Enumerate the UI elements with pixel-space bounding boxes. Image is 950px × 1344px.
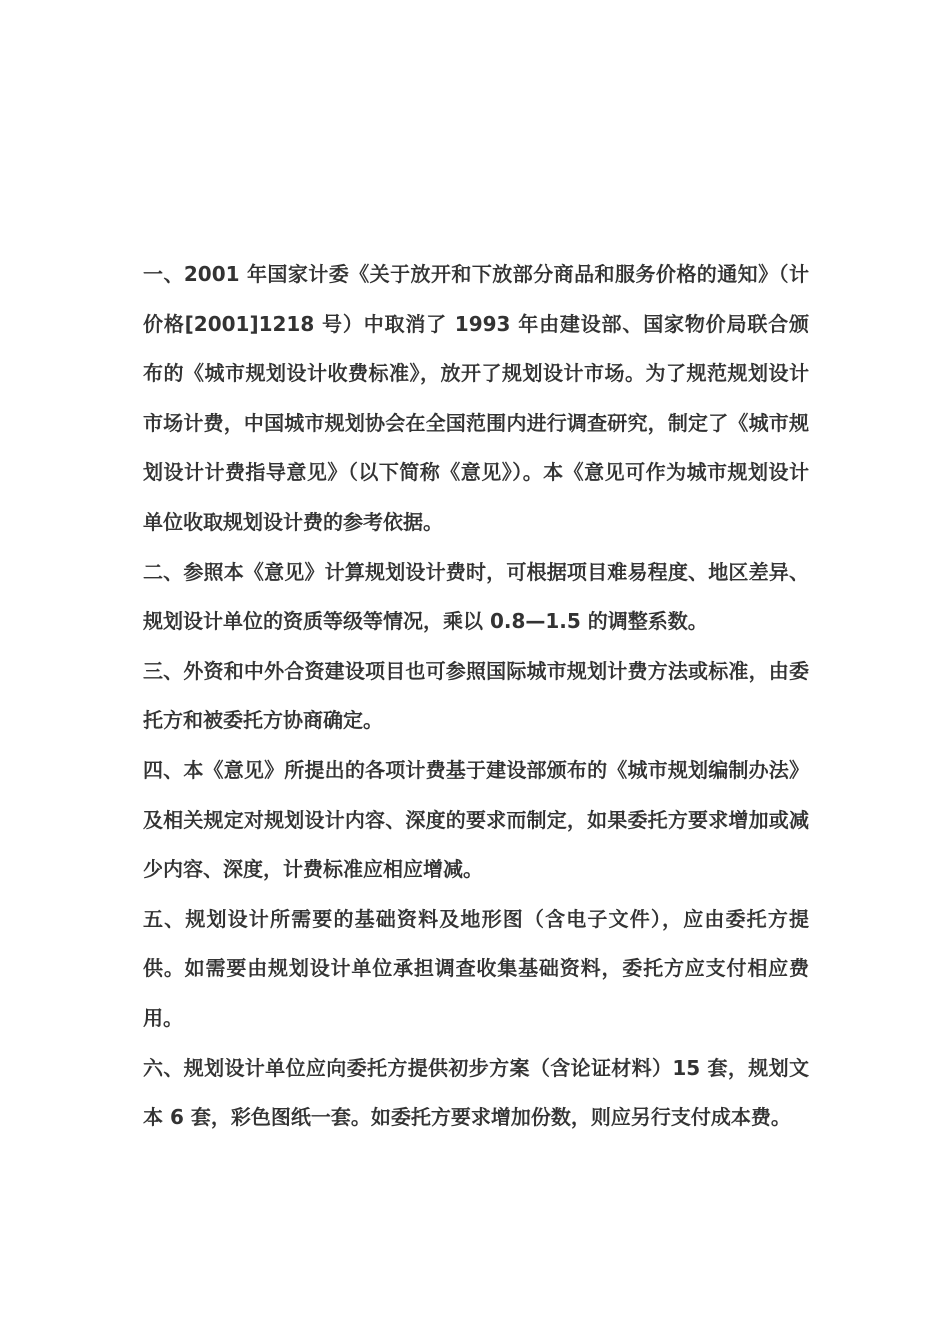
paragraph-3: 三、外资和中外合资建设项目也可参照国际城市规划计费方法或标准，由委托方和被委托方协商确定。 — [143, 658, 809, 733]
paragraph-2: 二、参照本《意见》计算规划设计费时，可根据项目难易程度、地区差异、规划设计单位的资质等级等情况，乘以 0.8—1.5 的调整系数。 — [143, 559, 809, 634]
document-body — [143, 250, 809, 1143]
paragraph-4: 四、本《意见》所提出的各项计费基于建设部颁布的《城市规划编制办法》及相关规定对规划设计内容、深度的要求而制定，如果委托方要求增加或减少内容、深度，计费标准应相应增减。 — [143, 757, 809, 882]
paragraph-1: 一、2001 年国家计委《关于放开和下放部分商品和服务价格的通知》（计价格[2001]1218 号）中取消了 1993 年由建设部、国家物价局联合颁布的《城市规划设计收费标准》，放开了规划设计市场。为了规范规划设计市场计费，中国城市规划协会在全国范围内进行调查研究，制定了《城市规划设计计费指导意见》（以下简称《意见》）。本《意见可作为城市规划设计单位收取规划设计费的参考依据。 — [143, 262, 809, 534]
paragraph-6: 六、规划设计单位应向委托方提供初步方案（含论证材料）15 套，规划文本 6 套，彩色图纸一套。如委托方要求增加份数，则应另行支付成本费。 — [143, 1055, 809, 1130]
paragraph-5: 五、规划设计所需要的基础资料及地形图（含电子文件），应由委托方提供。如需要由规划设计单位承担调查收集基础资料，委托方应支付相应费用。 — [143, 906, 809, 1030]
